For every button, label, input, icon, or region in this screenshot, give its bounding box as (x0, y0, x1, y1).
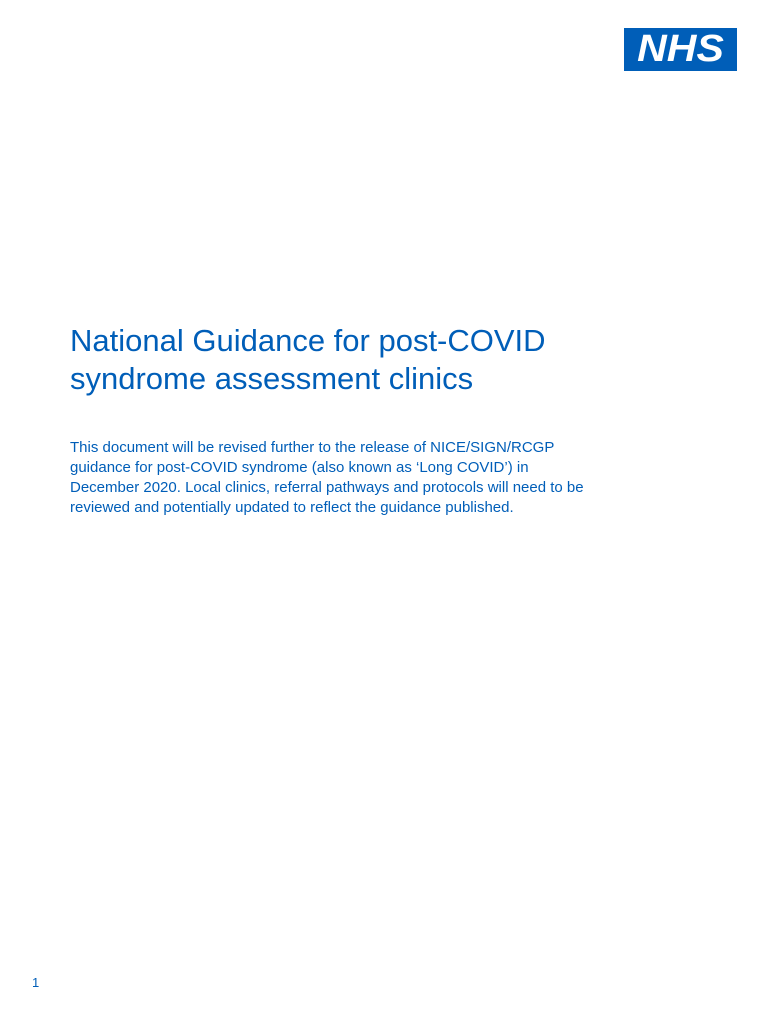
document-title-line-2: syndrome assessment clinics (70, 361, 474, 396)
intro-line-1: This document will be revised further to the release of NICE/SIGN/RCGP (70, 439, 555, 456)
document-title (70, 322, 710, 398)
document-intro-paragraph (70, 438, 720, 518)
document-title-line-1: National Guidance for post-COVID (70, 323, 546, 358)
nhs-logo (624, 28, 737, 71)
nhs-logo-text: NHS (637, 28, 724, 70)
page-number: 1 (32, 975, 40, 990)
intro-line-4: reviewed and potentially updated to reflect the guidance published. (70, 499, 514, 516)
intro-line-3: December 2020. Local clinics, referral pathways and protocols will need to be (70, 479, 584, 496)
intro-line-2: guidance for post-COVID syndrome (also known as ‘Long COVID’) in (70, 459, 529, 476)
